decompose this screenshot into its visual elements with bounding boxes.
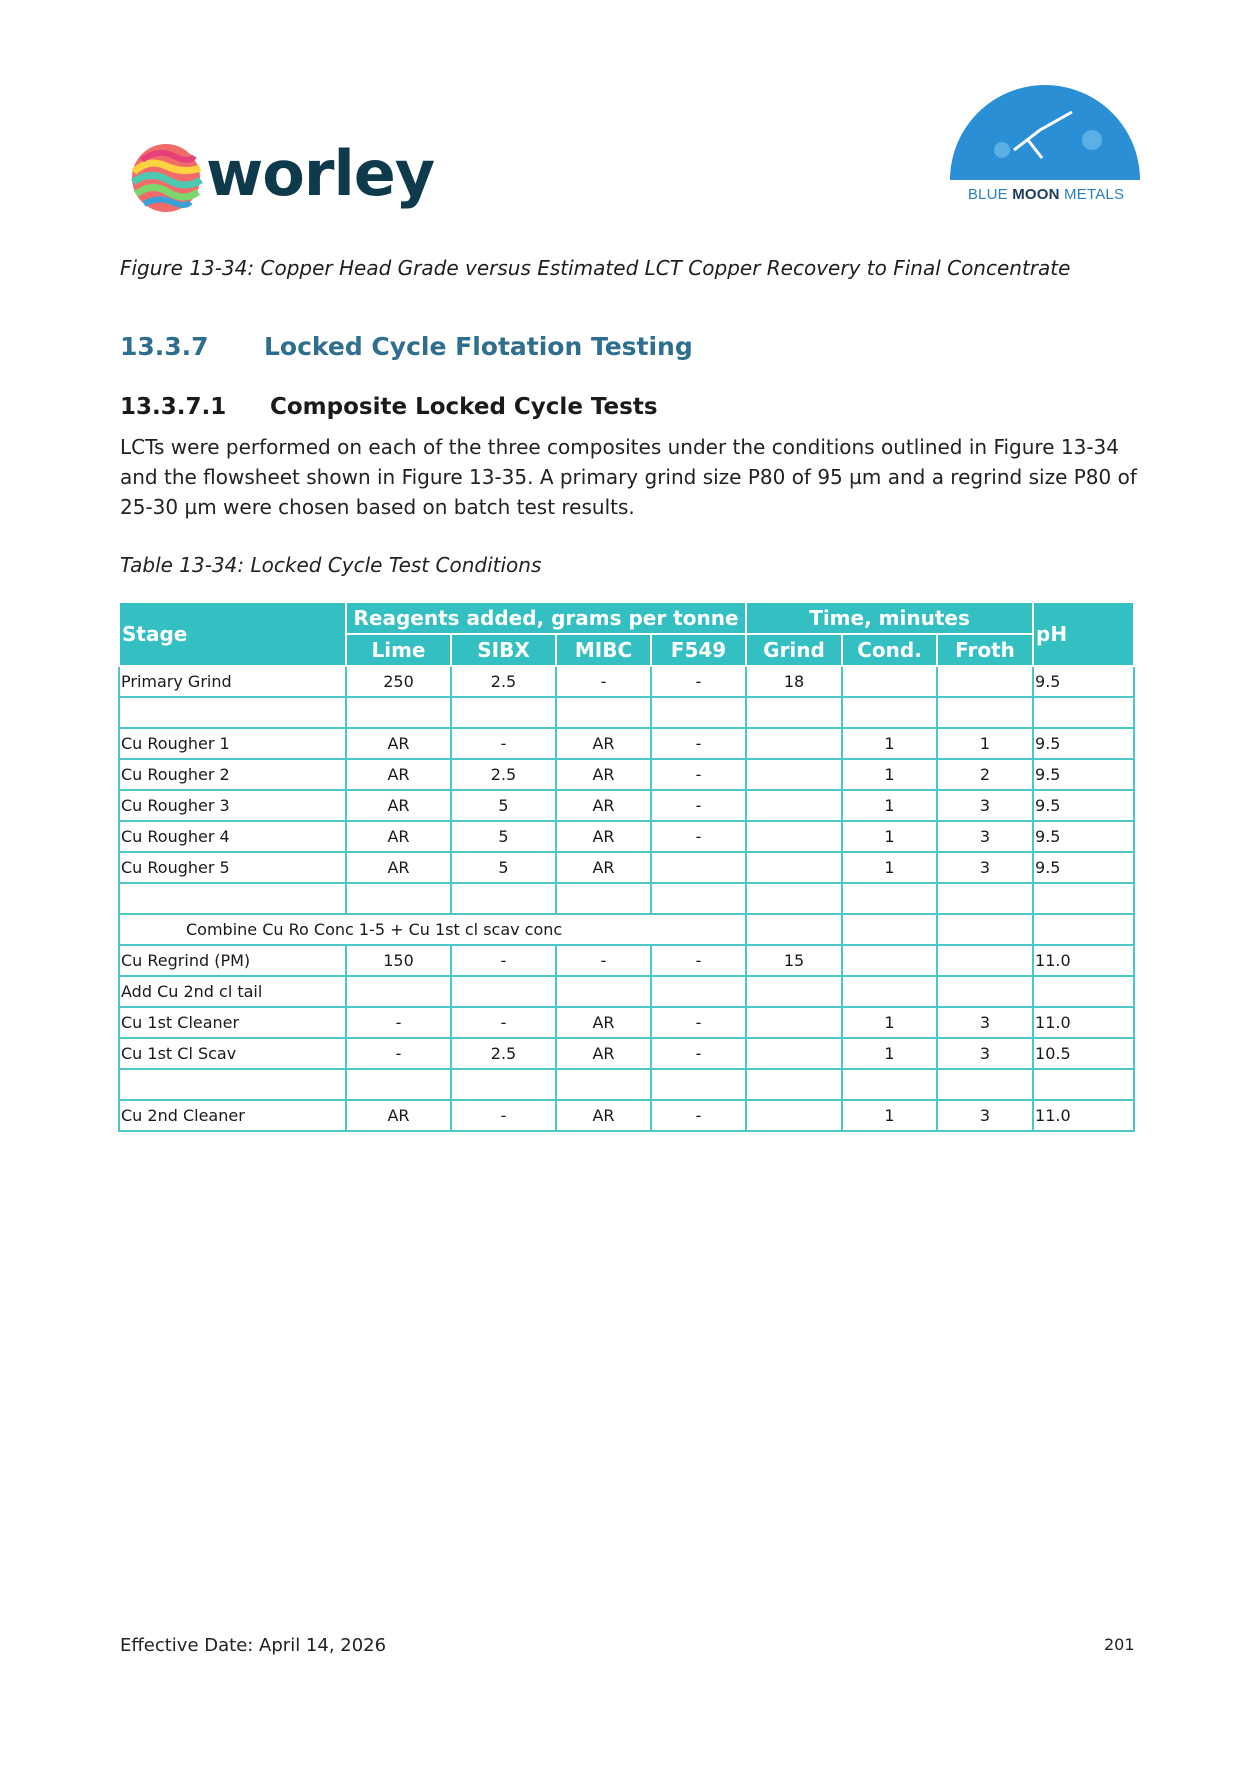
section-number: 13.3.7	[120, 332, 209, 361]
table-cell: AR	[346, 728, 451, 759]
table-cell: AR	[346, 821, 451, 852]
table-row	[119, 821, 1134, 852]
table-cell	[937, 666, 1033, 697]
table-cell: 9.5	[1033, 790, 1134, 821]
table-cell	[346, 1069, 451, 1100]
table-row	[119, 1007, 1134, 1038]
worley-logo-icon	[128, 138, 208, 218]
table-cell: -	[651, 945, 746, 976]
table-cell	[1033, 1069, 1134, 1100]
table-cell: -	[346, 1007, 451, 1038]
table-cell: AR	[346, 790, 451, 821]
table-cell	[451, 697, 556, 728]
table-cell	[651, 1069, 746, 1100]
table-cell: 1	[842, 852, 937, 883]
table-cell: 9.5	[1033, 759, 1134, 790]
table-row	[119, 790, 1134, 821]
table-cell: -	[451, 945, 556, 976]
table-cell: 2.5	[451, 1038, 556, 1069]
table-cell: 1	[937, 728, 1033, 759]
table-cell	[451, 976, 556, 1007]
table-cell: -	[651, 821, 746, 852]
worley-logo-text: worley	[206, 137, 435, 210]
section-heading	[120, 332, 693, 361]
table-cell: -	[651, 790, 746, 821]
table-cell: 1	[842, 821, 937, 852]
table-cell: AR	[556, 1100, 651, 1131]
table-cell: -	[651, 1100, 746, 1131]
subsection-title: Composite Locked Cycle Tests	[270, 394, 658, 420]
table-cell	[651, 697, 746, 728]
figure-caption: Figure 13-34: Copper Head Grade versus Estimated LCT Copper Recovery to Final Concentrate	[120, 256, 1071, 280]
header-grind: Grind	[746, 634, 842, 666]
table-cell: 250	[346, 666, 451, 697]
stage-cell	[119, 1069, 346, 1100]
stage-cell: Cu Rougher 1	[119, 728, 346, 759]
table-row	[119, 728, 1134, 759]
table-cell: AR	[556, 759, 651, 790]
table-cell: 10.5	[1033, 1038, 1134, 1069]
stage-cell: Cu 1st Cl Scav	[119, 1038, 346, 1069]
stage-cell: Cu Rougher 5	[119, 852, 346, 883]
table-cell: 150	[346, 945, 451, 976]
table-row-combine	[119, 914, 1134, 945]
header-time: Time, minutes	[746, 602, 1033, 634]
table-cell	[842, 883, 937, 914]
table-cell: -	[451, 1100, 556, 1131]
table-cell: 1	[842, 759, 937, 790]
table-cell	[842, 697, 937, 728]
table-cell: AR	[556, 1038, 651, 1069]
table-cell: 9.5	[1033, 728, 1134, 759]
table-cell: -	[651, 728, 746, 759]
table-row	[119, 976, 1134, 1007]
table-row	[119, 1038, 1134, 1069]
stage-cell	[119, 883, 346, 914]
table-row	[119, 759, 1134, 790]
table-row	[119, 1100, 1134, 1131]
table-cell: AR	[346, 852, 451, 883]
stage-cell	[119, 697, 346, 728]
table-cell: -	[451, 728, 556, 759]
stage-cell: Cu 2nd Cleaner	[119, 1100, 346, 1131]
table-cell	[746, 1038, 842, 1069]
table-cell	[937, 945, 1033, 976]
table-cell	[651, 976, 746, 1007]
stage-cell: Add Cu 2nd cl tail	[119, 976, 346, 1007]
table-cell: -	[451, 1007, 556, 1038]
table-cell	[746, 821, 842, 852]
table-cell: 9.5	[1033, 821, 1134, 852]
table-cell: AR	[556, 821, 651, 852]
table-cell	[651, 883, 746, 914]
table-cell	[746, 1007, 842, 1038]
table-cell: AR	[556, 728, 651, 759]
table-cell	[451, 883, 556, 914]
header-lime: Lime	[346, 634, 451, 666]
table-cell	[746, 883, 842, 914]
table-cell: 3	[937, 1100, 1033, 1131]
table-cell	[746, 697, 842, 728]
locked-cycle-conditions-table	[118, 601, 1135, 1132]
table-cell	[746, 1069, 842, 1100]
table-cell	[556, 976, 651, 1007]
table-row	[119, 666, 1134, 697]
stage-cell: Cu Rougher 2	[119, 759, 346, 790]
table-cell	[746, 759, 842, 790]
table-cell	[937, 697, 1033, 728]
stage-cell: Cu Regrind (PM)	[119, 945, 346, 976]
stage-cell: Primary Grind	[119, 666, 346, 697]
table-cell: 1	[842, 728, 937, 759]
table-cell: 9.5	[1033, 852, 1134, 883]
table-cell: 1	[842, 790, 937, 821]
table-cell: 2.5	[451, 666, 556, 697]
logo-word-metals: METALS	[1064, 186, 1125, 203]
table-cell	[1033, 914, 1134, 945]
table-cell: 3	[937, 852, 1033, 883]
subsection-number: 13.3.7.1	[120, 394, 227, 420]
logo-word-moon: MOON	[1012, 186, 1060, 203]
table-cell	[842, 1069, 937, 1100]
table-cell	[842, 976, 937, 1007]
combine-note-cell: Combine Cu Ro Conc 1-5 + Cu 1st cl scav conc	[119, 914, 746, 945]
table-cell	[937, 1069, 1033, 1100]
table-cell: -	[651, 1038, 746, 1069]
table-cell	[1033, 697, 1134, 728]
table-cell	[746, 728, 842, 759]
table-cell: AR	[556, 1007, 651, 1038]
table-cell	[937, 976, 1033, 1007]
table-cell: 11.0	[1033, 1007, 1134, 1038]
header-froth: Froth	[937, 634, 1033, 666]
table-cell	[842, 945, 937, 976]
table-cell	[746, 790, 842, 821]
table-cell	[937, 883, 1033, 914]
table-cell	[556, 697, 651, 728]
table-row	[119, 883, 1134, 914]
table-row	[119, 852, 1134, 883]
table-cell	[937, 914, 1033, 945]
table-cell: -	[651, 1007, 746, 1038]
table-cell	[746, 976, 842, 1007]
table-cell	[842, 914, 937, 945]
blue-moon-logo-text	[946, 186, 1146, 203]
table-cell: -	[651, 666, 746, 697]
table-cell: 5	[451, 790, 556, 821]
table-cell	[842, 666, 937, 697]
table-row	[119, 697, 1134, 728]
table-cell	[346, 883, 451, 914]
footer-page-number: 201	[1104, 1635, 1135, 1654]
table-cell	[346, 976, 451, 1007]
table-cell: AR	[556, 790, 651, 821]
table-cell	[451, 1069, 556, 1100]
table-cell: 3	[937, 1038, 1033, 1069]
table-cell	[556, 1069, 651, 1100]
table-cell	[651, 852, 746, 883]
table-cell	[1033, 883, 1134, 914]
table-cell: 2.5	[451, 759, 556, 790]
header-reagents: Reagents added, grams per tonne	[346, 602, 746, 634]
table-cell: 9.5	[1033, 666, 1134, 697]
table-cell	[556, 883, 651, 914]
table-cell: 5	[451, 852, 556, 883]
table-cell	[746, 852, 842, 883]
stage-cell: Cu 1st Cleaner	[119, 1007, 346, 1038]
table-cell: 3	[937, 790, 1033, 821]
stage-cell: Cu Rougher 4	[119, 821, 346, 852]
header-ph: pH	[1033, 602, 1134, 666]
stage-cell: Cu Rougher 3	[119, 790, 346, 821]
table-cell: 3	[937, 1007, 1033, 1038]
table-cell: 1	[842, 1007, 937, 1038]
header-cond: Cond.	[842, 634, 937, 666]
table-cell	[1033, 976, 1134, 1007]
table-cell: -	[556, 666, 651, 697]
header-mibc: MIBC	[556, 634, 651, 666]
table-caption: Table 13-34: Locked Cycle Test Conditions	[120, 553, 542, 577]
table-cell: 3	[937, 821, 1033, 852]
table-cell	[746, 1100, 842, 1131]
header-sibx: SIBX	[451, 634, 556, 666]
table-cell: AR	[346, 1100, 451, 1131]
table-row	[119, 945, 1134, 976]
body-paragraph: LCTs were performed on each of the three composites under the conditions outlined in Figure 13-34 and the flowsheet shown in Figure 13-35. A primary grind size P80 of 95 µm and a regrind size P80 of 25-30 µm were chosen based on batch test results.	[120, 435, 1137, 519]
section-title: Locked Cycle Flotation Testing	[264, 332, 693, 361]
table-cell: -	[346, 1038, 451, 1069]
footer-effective-date: Effective Date: April 14, 2026	[120, 1635, 387, 1656]
table-cell: 18	[746, 666, 842, 697]
table-cell: 2	[937, 759, 1033, 790]
table-cell: -	[556, 945, 651, 976]
table-cell: AR	[346, 759, 451, 790]
header-f549: F549	[651, 634, 746, 666]
table-cell: 5	[451, 821, 556, 852]
table-cell: 1	[842, 1100, 937, 1131]
table-cell	[346, 697, 451, 728]
table-cell: -	[651, 759, 746, 790]
table-cell	[746, 914, 842, 945]
table-cell: 11.0	[1033, 945, 1134, 976]
logo-word-blue: BLUE	[967, 186, 1008, 203]
header-stage: Stage	[119, 602, 346, 666]
table-cell: 15	[746, 945, 842, 976]
table-row	[119, 1069, 1134, 1100]
subsection-heading	[120, 394, 658, 420]
table-cell: AR	[556, 852, 651, 883]
table-cell: 11.0	[1033, 1100, 1134, 1131]
table-cell: 1	[842, 1038, 937, 1069]
